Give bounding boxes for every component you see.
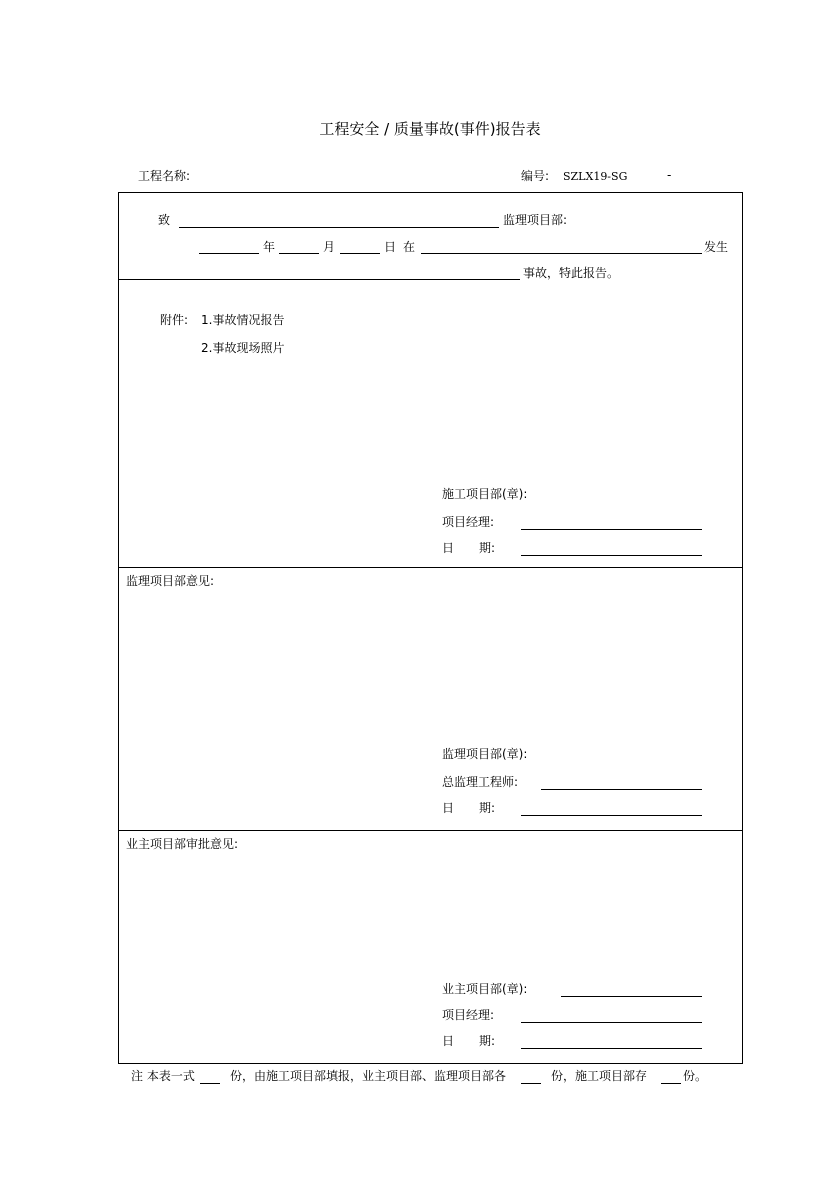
accident-report-text: 事故，特此报告。	[523, 266, 620, 280]
date-label-period: 期:	[479, 801, 496, 815]
date-label-day: 日	[442, 541, 455, 555]
date-label-day: 日	[442, 1034, 455, 1048]
date-label-period: 期:	[479, 541, 496, 555]
code-dash: -	[667, 168, 672, 182]
project-manager-field[interactable]	[521, 1022, 702, 1023]
attachment-item-2: 2.事故现场照片	[201, 341, 285, 355]
footer-note-mid2: 份，施工项目部存	[551, 1069, 648, 1083]
at-label: 在	[403, 240, 416, 254]
month-field[interactable]	[279, 253, 319, 254]
copies-kept-field[interactable]	[661, 1083, 681, 1084]
day-label: 日	[384, 240, 397, 254]
section-divider	[118, 830, 743, 831]
occur-label: 发生	[704, 240, 729, 254]
project-name-label: 工程名称:	[138, 169, 191, 183]
section-divider	[118, 567, 743, 568]
owner-seal-label: 业主项目部(章):	[442, 982, 528, 996]
code-label: 编号:	[521, 169, 550, 183]
chief-engineer-label: 总监理工程师:	[442, 775, 519, 789]
owner-opinion-label: 业主项目部审批意见:	[126, 837, 239, 851]
owner-seal-field[interactable]	[561, 996, 702, 997]
footer-note-end: 份。	[683, 1069, 708, 1083]
project-manager-label: 项目经理:	[442, 515, 495, 529]
attachment-item-1: 1.事故情况报告	[201, 313, 285, 327]
attachment-label: 附件:	[160, 313, 189, 327]
date-field[interactable]	[521, 555, 702, 556]
year-label: 年	[263, 240, 276, 254]
accident-description-field[interactable]	[119, 279, 520, 280]
copies-total-field[interactable]	[200, 1083, 220, 1084]
construction-seal-label: 施工项目部(章):	[442, 487, 528, 501]
to-label: 致	[158, 213, 171, 227]
month-label: 月	[323, 240, 336, 254]
year-field[interactable]	[199, 253, 259, 254]
date-label-day: 日	[442, 801, 455, 815]
code-value: SZLX19-SG	[563, 170, 628, 183]
date-field[interactable]	[521, 815, 702, 816]
supervision-seal-label: 监理项目部(章):	[442, 747, 528, 761]
copies-each-field[interactable]	[521, 1083, 541, 1084]
recipient-field[interactable]	[179, 227, 499, 228]
day-field[interactable]	[340, 253, 380, 254]
footer-note-mid1: 份，由施工项目部填报，业主项目部、监理项目部各	[230, 1069, 507, 1083]
date-label-period: 期:	[479, 1034, 496, 1048]
project-manager-label: 项目经理:	[442, 1008, 495, 1022]
footer-note-prefix: 注 本表一式	[131, 1069, 195, 1083]
chief-engineer-field[interactable]	[541, 789, 702, 790]
page-title: 工程安全 / 质量事故(事件)报告表	[319, 120, 541, 138]
date-field[interactable]	[521, 1048, 702, 1049]
supervision-dept-label: 监理项目部:	[503, 213, 568, 227]
project-manager-field[interactable]	[521, 529, 702, 530]
supervision-opinion-label: 监理项目部意见:	[126, 574, 215, 588]
location-field[interactable]	[421, 253, 702, 254]
